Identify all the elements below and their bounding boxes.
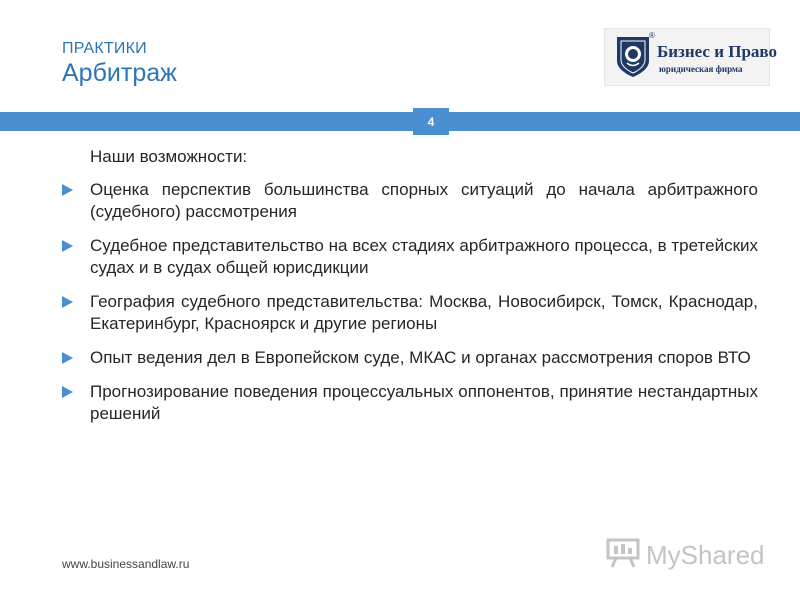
bullet-arrow-icon [62, 352, 73, 364]
section-label: ПРАКТИКИ [62, 40, 147, 57]
presentation-board-icon [606, 538, 640, 568]
bullet-arrow-icon [62, 184, 73, 196]
list-item-text: Опыт ведения дел в Европейском суде, МКАС и органах рассмотрения споров ВТО [90, 348, 751, 367]
slide-title: Арбитраж [62, 59, 177, 87]
watermark [606, 536, 766, 572]
list-item-text: Прогнозирование поведения процессуальных оппонентов, принятие нестандартных решений [90, 382, 758, 423]
page-number: 4 [413, 108, 449, 135]
list-item [62, 235, 758, 279]
registered-mark: ® [649, 31, 655, 40]
list-item [62, 291, 758, 335]
list-item [62, 347, 758, 369]
list-item [62, 179, 758, 223]
logo-brand-text: Бизнес и Право [657, 42, 777, 61]
list-item-text: География судебного представительства: Москва, Новосибирск, Томск, Краснодар, Екатеринбург, Красноярск и другие регионы [90, 292, 758, 333]
list-item-text: Судебное представительство на всех стадиях арбитражного процесса, в третейских судах и в судах общей юрисдикции [90, 236, 758, 277]
bullet-arrow-icon [62, 240, 73, 252]
bullet-arrow-icon [62, 386, 73, 398]
footer-url[interactable]: www.businessandlaw.ru [62, 557, 190, 571]
watermark-text: MyShared [646, 540, 765, 570]
list-item-text: Оценка перспектив большинства спорных ситуаций до начала арбитражного (судебного) рассмотрения [90, 180, 758, 221]
logo-subtitle: юридическая фирма [659, 64, 743, 74]
lion-emblem-icon [615, 35, 651, 79]
content-body [62, 146, 758, 437]
company-logo [604, 28, 777, 86]
intro-text: Наши возможности: [90, 147, 248, 166]
bullet-arrow-icon [62, 296, 73, 308]
list-item [62, 381, 758, 425]
